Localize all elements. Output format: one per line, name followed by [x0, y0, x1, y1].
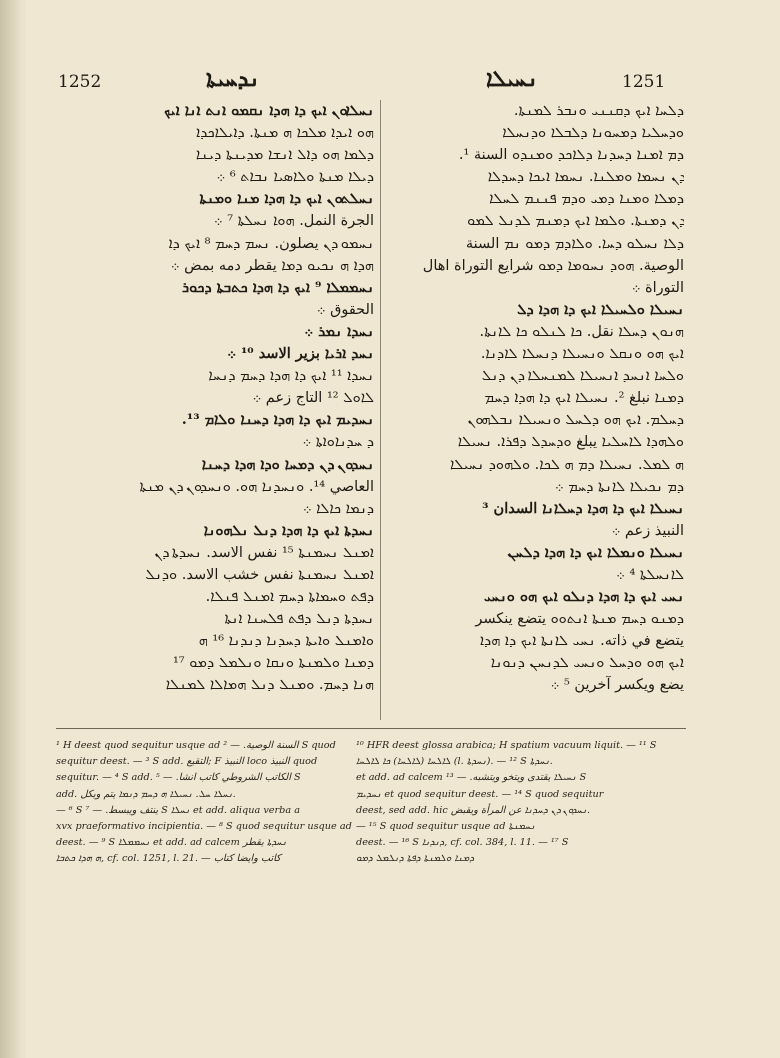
- text-line: ܐܝܟ ܗܘ ܘܕܚܠ ܘܢܚܝ ܠܕܢܚܢ ܕܢܘܢܐ: [490, 655, 684, 672]
- text-line: ܠܐܘܠ ¹² التاج زعم ܀: [252, 390, 374, 407]
- footnote-line: deest. — ⁹ S ܢܚܡܡܠܐ et add. ad calcem ܢܚܕܬܐ يقطر: [56, 837, 287, 849]
- text-line: ܕܚܠܡ. ܐܝܟ ܗܘ ܕܠܚܠ ܘܢܚܝܠܐ ܢܒܠܗܘܢ: [467, 412, 684, 429]
- footnote-line: et add. ad calcem ܢܚܝܠܐ يقتدى ويتخو ويتشبه. — ¹³ S: [356, 772, 587, 784]
- text-line: ܢܚܝ ܐܝܟ ܕܐ ܗܕܐ ܕܢܠܘ ܐܝܟ ܗܘ ܘܢܚܝ: [483, 588, 684, 606]
- footnote-line: add. ܢܚܠܐ ܚܠ. ܢܚܝܠܐ ܗ ܕܚܡ ܕܢܡܐ يتم ويكل.: [56, 788, 236, 800]
- book-page: [26, 0, 780, 1058]
- text-line: ܘܐܡܢܠ ܘܐܝܬܐ ܕܚܕܢܐ ܕܢܕܢܐ ¹⁶ ܗ: [198, 633, 374, 650]
- text-line: ܕܦܬ ܘܚܡܐܬܐ ܕܚܡ ܐܡܢܠ ܦܢܠܐ.: [205, 589, 374, 606]
- text-line: ܢܚܡܘ ܕܢ يصلون. ܢܚܡ ܕܚܡ ⁸ ܐܝܟ ܕܐ: [168, 235, 374, 252]
- text-line: ܕܢ ܢܚܡܐ ܘܡܠܢܐ. ܢܚܡܐ ܐܝܟܐ ܕܚܕܠܐ: [487, 169, 684, 186]
- text-line: ܕܡ ܐܡܢܐ ܕܚܕܢܐ ܕܠܐܟܕ ܘܡܢܕܘ السنة ¹.: [458, 147, 684, 164]
- right-text-column: [366, 100, 684, 720]
- text-line: ܠܐܢܚܠܬܐ ⁴ ܀: [616, 566, 684, 583]
- footnote-line: — ¹⁵ S quod sequitur usque ad ܢܚܡܢܬܐ: [356, 821, 536, 833]
- footnote-line: ܠܐܠܚܐ (ܠܐܠܚܐ) ܟܐ ܠܐܠܚܐ (l. ܢܚܕܬܐ). — ¹² S ܢܚܕܬܐ.: [356, 756, 553, 768]
- text-line: التوراة ܀: [631, 279, 684, 296]
- footnote-line: ¹ H deest quod sequitur usque ad السنة الوصية. — ² S quod: [56, 740, 336, 751]
- text-line: يتضع في ذاته. ܢܚܝ ܠܐܢܬܐ ܐܝܟ ܕܐ ܗܕܐ: [479, 633, 684, 650]
- footnote-line: deest, sed add. hic ܢܚܕܘܢ ܕܢ ܕܚܕܢܐ عن المرأة ويقبض.: [356, 804, 591, 816]
- running-header: [26, 64, 780, 100]
- text-line: ܐܡܢܠ ܢܚܡܢܬܐ ¹⁵ نفس الاسد. ܢܚܕܬܐ ܕܢ: [154, 544, 374, 561]
- text-line: ܕܡܢܘ ܕܚܡ ܡܢܬܐ ܐܢܬܘܘ يتضع ينكسر: [475, 611, 684, 628]
- text-line: الجرة النمل. ܗܘܐ ܢܚܠܬܐ ⁷ ܀: [213, 213, 374, 230]
- footnote-rule: [56, 728, 686, 729]
- text-line: ܘܠܚܐ ܐܢܚܕ ܐܢܚܝܠܐ ܠܡܢܚܠܐ ܕܢ ܕܢܠ: [481, 368, 684, 385]
- footnote-line: xvx praeformativo incipientia. — ⁸ S quod sequitur usque ad: [56, 821, 352, 833]
- text-line: ܗܘ ܐܝܕܐ ܡܠܟܐ ܗ ܡܢܬܐ. ܕܐܝܠܐܟܕܐ: [196, 125, 374, 142]
- text-line: ܕܡܠܐ ܘܡܢܐ ܕܡܝ ܘܕܡ ܦܢܢܡ ܠܚܠܐ: [489, 191, 684, 208]
- text-line: ܢܚܕܐ ¹¹ ܐܝܟ ܕܐ ܗܕܐ ܕܚܡ ܕܢܚܐ: [208, 368, 374, 385]
- left-footnotes: [56, 738, 366, 868]
- text-line: ܗܢܐ ܕܚܡ. ܘܡܢܠ ܕܢܠ ܗܡܐܠܐ ܠܡܢܠܐ: [165, 677, 374, 694]
- text-line: ܢܚܝܠܐ ܘܢܡܠܐ ܐܝܟ ܕܐ ܗܕܐ ܕܠܚܢ: [507, 543, 684, 561]
- left-running-head: ܢܕܚܝܬܐ: [206, 66, 260, 92]
- text-line: ܕܝܠܐ ܡܢܬܐ ܘܠܐܣܝܐ ܢܒܐܬ ⁶ ܀: [216, 169, 374, 186]
- text-line: ܘܠܗܕܐ ܠܐܚܠܝܐ يبلغ ܘܕܚܕܠ ܕܦܪܐ. ܢܚܝܠܐ: [457, 434, 684, 451]
- text-line: ܕܡܢܐ نبلغ ². ܢܚܝܠܐ ܐܝܟ ܕܐ ܗܕܐ ܕܚܡ: [484, 390, 684, 407]
- text-line: ܢܚܠܬܘܢ ܐܝܟ ܕܐ ܗܕܐ ܡܢܐ ܘܡܢܬܐ: [199, 190, 374, 208]
- text-line: ܕܠܡܐ ܗܘ ܕܐܠ ܐܢܫܐ ܡܕܝܢܬܐ ܕܝܢܐ: [195, 147, 374, 164]
- text-line: يضع ويكسر آخرين ⁵ ܀: [550, 677, 684, 694]
- right-page-number: 1251: [622, 72, 666, 92]
- text-line: ܕܡ ܢܟܝܠܐ ܠܐܢܬܐ ܕܚܡ ܀: [554, 478, 684, 495]
- left-page-number: 1252: [58, 72, 102, 92]
- text-line: الوصية. ܗܘܕ ܢܚܘܡܐ ܕܡܘ شرايع التوراة اهال: [422, 257, 684, 274]
- text-line: ܕܢ ܕܡܢܬܐ. ܘܠܡܐ ܐܝܟ ܕܡܢܡ ܠܕܢܠ ܠܡܘ: [467, 213, 684, 230]
- text-line: ܗܢܘܢ ܕܚܠܐ نقل. ܟܐ ܠܢܠܘ ܟܐ ܠܐܢܬܐ.: [479, 323, 684, 340]
- text-line: ܢܚܠܐܘܢ ܐܝܟ ܕܐ ܗܕܐ ܢܩܡܘ ܐܢܬ ܐܢܐ ܐܝܟ: [164, 102, 374, 119]
- left-text-column: [56, 100, 374, 720]
- text-line: ܐܝܟ ܗܘ ܘܢܩܠ ܘܢܚܝܠܐ ܕܢܚܠܐ ܠܐܕܢܐ.: [480, 346, 684, 363]
- text-line: الحقوق ܀: [316, 301, 374, 318]
- text-line: ܢܚܡܡܠܐ ⁹ ܐܝܟ ܕܐ ܗܕܐ ܟܬܒܬܐ ܕܟܘܪ: [182, 278, 374, 296]
- text-line: ܕܡܢܐ ܘܠܡܢܬܐ ܘܢܩܐ ܘܢܠܡܠ ܕܡܘ ¹⁷: [172, 655, 374, 672]
- text-line: ܢܚܕܬܐ ܕܢܠ ܕܦܬ ܦܠܚܢܐ ܐܢܬܐ: [224, 611, 374, 628]
- footnote-line: ܕܡܢܐ ܘܠܡܢܬܐ ܕܦܬܐ ܕܢܠܡܠ ܕܡܘ: [356, 853, 475, 865]
- text-line: ܢܚܕ ܐܪܝܐ بزير الاسد ¹⁰ ܀: [227, 345, 374, 363]
- text-line: ܕܢܡܐ ܟܐܠܐ ܀: [302, 500, 374, 517]
- text-line: ܢܚܝܠܐ ܐܝܟ ܕܐ ܗܕܐ ܕܚܠܐܢܐ السدان ³: [482, 499, 684, 517]
- footnote-line: ¹⁰ HFR deest glossa arabica; H spatium vacuum liquit. — ¹¹ S: [356, 740, 657, 751]
- text-line: ܐܡܢܠ ܢܚܡܢܬܐ نفس خشب الاسد. ܘܕܢܠ: [145, 566, 374, 583]
- footnote-line: sequitur deest. — ³ S add. التقيع; F النبيذ loco النبيذ quod: [56, 756, 318, 768]
- text-line: ܕ ܚܕܢܐܘܐܬܐ ܀: [302, 434, 374, 451]
- text-line: ܗ ܠܡܠ. ܢܚܝܠܐ ܕܡ ܗ ܠܟܐ. ܘܠܗܘܕ ܢܚܝܠܐ: [450, 456, 684, 473]
- footnote-line: — ⁶ S ينتف ويبسط. — ⁷ S ܢܚܠܐ et add. aliqua verba a: [56, 804, 300, 816]
- text-line: ܢܚܕܝܡ ܐܝܟ ܕܐ ܗܕܐ ܕܚܢܐ ܘܠܐܡ ¹³.: [181, 411, 374, 429]
- footnote-line: ܢܚܕܝܡ et quod sequitur deest. — ¹⁴ S quod sequitur: [356, 788, 604, 800]
- text-line: ܘܕܚܠܝܐ ܕܡܚܘܢܐ ܕܠܒܠܐ ܘܕܢܚܠܐ: [502, 125, 684, 142]
- text-line: العاصي ¹⁴. ܘܢܚܕܢܐ ܗܘ. ܘܢܚܕܘܢ ܕܢ ܡܢܬܐ: [139, 478, 374, 495]
- text-line: ܢܚܕܘܢ ܕܢ ܕܡܚܐ ܘܕܐ ܗܕܐ ܕܚܢܐ: [201, 455, 374, 473]
- text-line: ܗܕܐ ܗ ܢܟܝܘ ܕܡܐ يقطر دمه بمض ܀: [170, 257, 374, 274]
- text-line: ܢܚܕܐ ܢܡܪ ܀: [304, 322, 374, 340]
- text-line: ܕܠܐ ܢܚܠܘ ܕܚܐ. ܘܠܐܕܡ ܕܡܘ ܢܡ السنة: [465, 235, 684, 252]
- book-binding-shadow: [0, 0, 22, 1058]
- footnote-line: deest. — ¹⁶ S ܕܢܕܢܐ, cf. col. 384, l. 11. — ¹⁷ S: [356, 837, 569, 849]
- text-line: النبيذ زعم ܀: [611, 522, 684, 539]
- footnote-line: sequitur. — ⁴ S add. الكاتب الشروطي كاتب انشا. — ⁵ S: [56, 772, 301, 784]
- right-running-head: ܢܚܝܠܐ: [486, 66, 538, 92]
- text-line: ܕܠܚܐ ܐܝܟ ܕܩܢܢܝ ܘܢܒܪ ܠܡܢܬܐ.: [513, 103, 684, 119]
- footnote-line: ܗ ܗܕܐ ܟܬܒܐ, cf. col. 1251, l. 21. — كاتب وايضا كتاب: [56, 853, 281, 865]
- text-line: ܢܚܝܠܐ ܘܠܚܝܠܐ ܐܝܟ ܕܐ ܗܕܐ ܕܠ: [517, 300, 684, 318]
- right-footnotes: [356, 738, 676, 868]
- text-line: ܢܚܕܬܐ ܐܝܟ ܕܐ ܗܕܐ ܕܢܠ ܢܠܗܘܢܐ: [203, 521, 374, 539]
